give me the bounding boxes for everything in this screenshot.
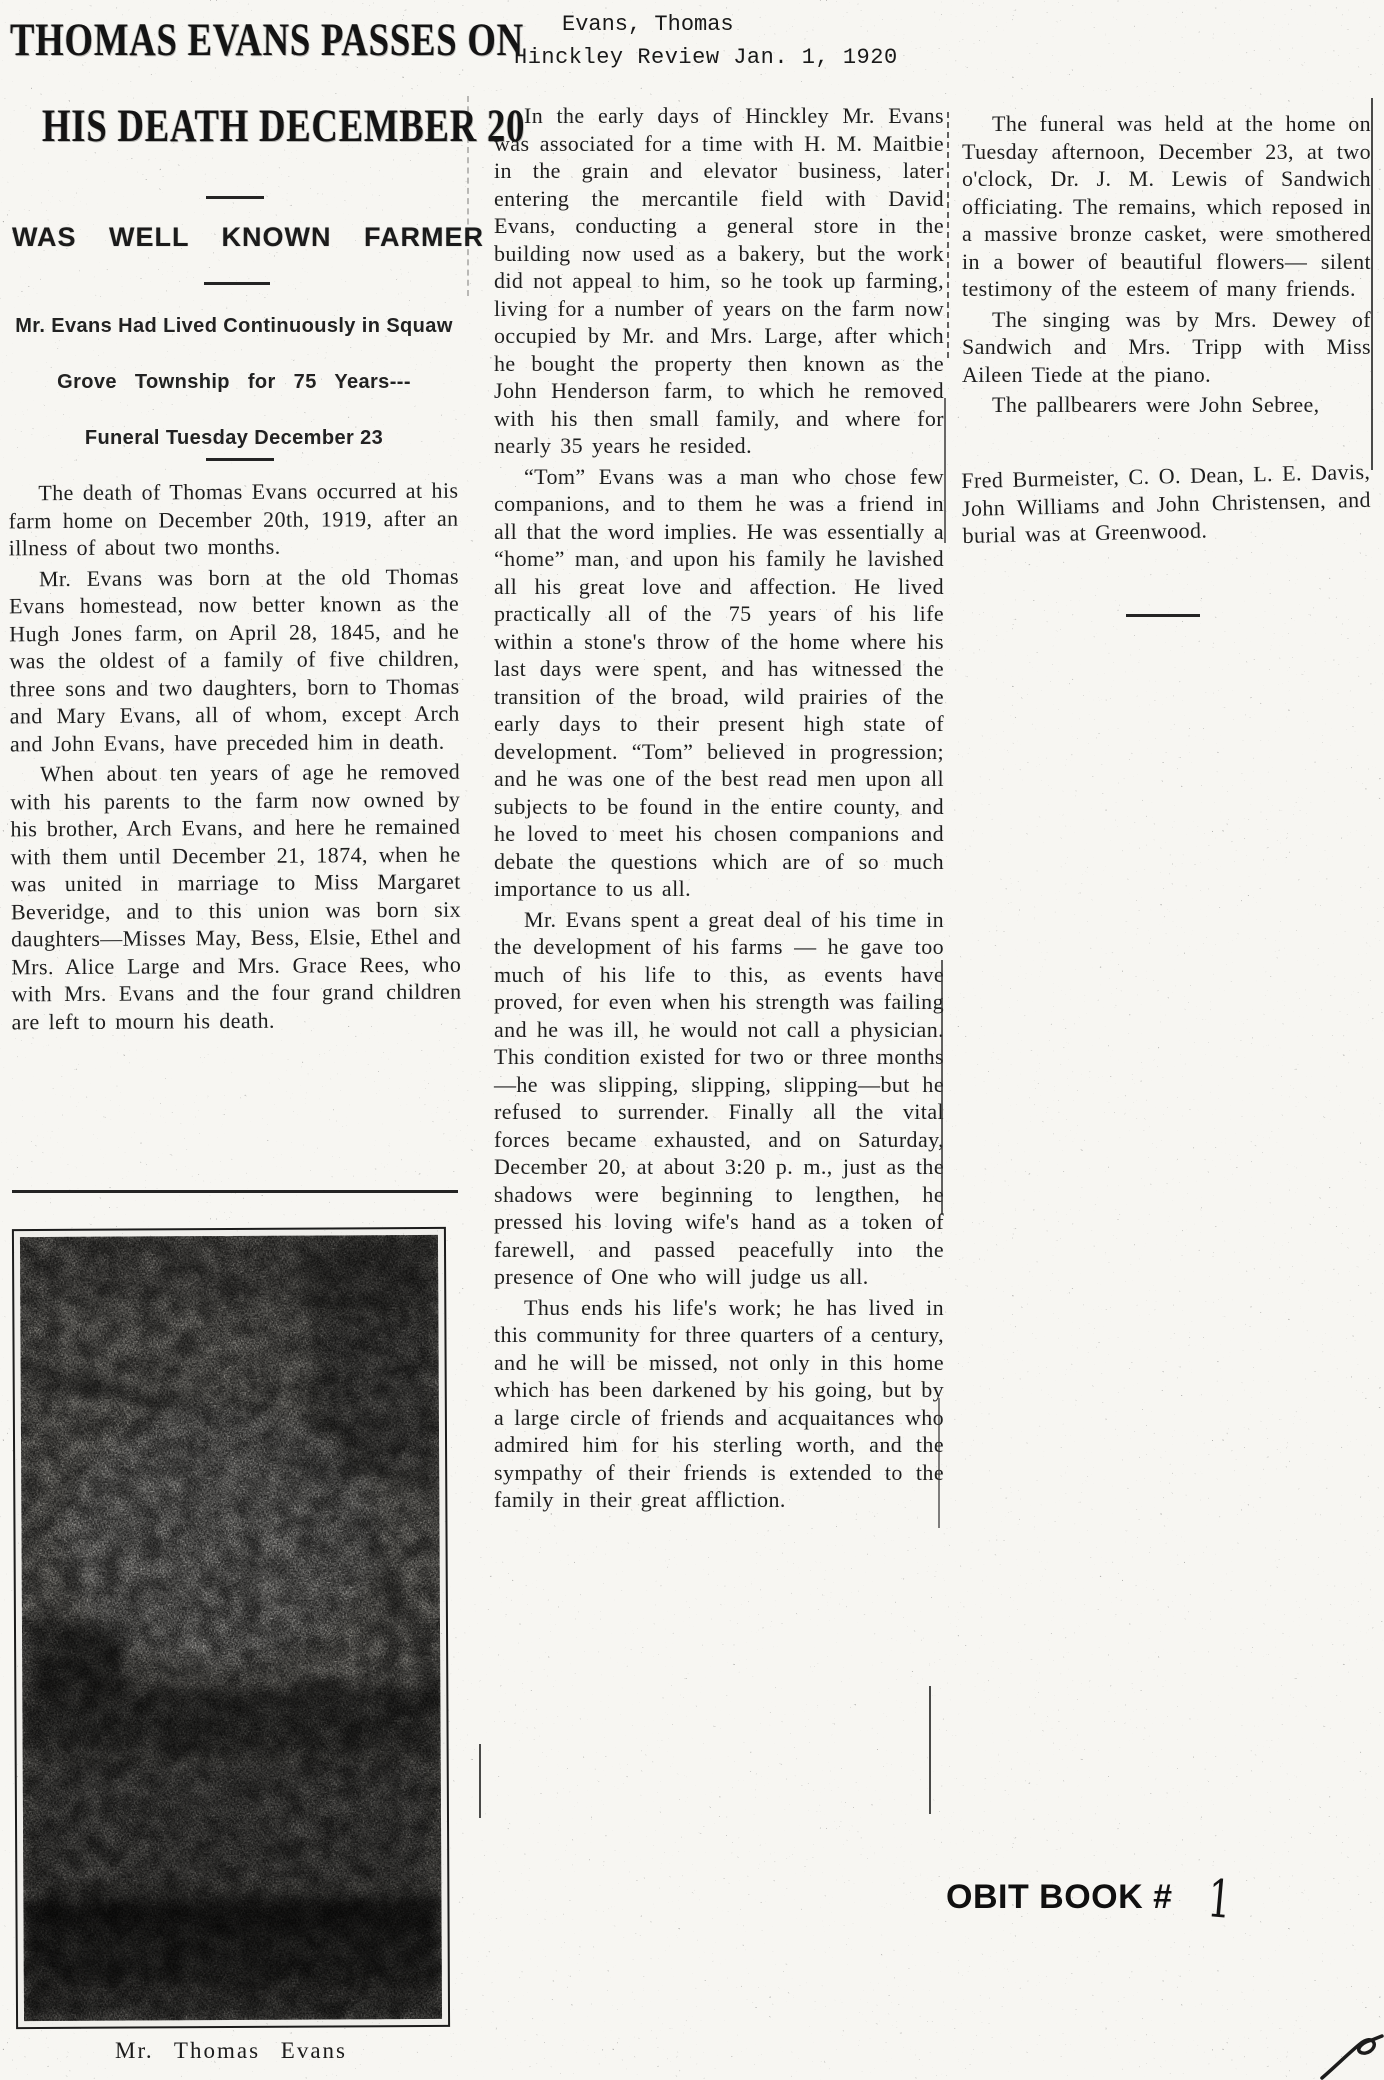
photo-halftone-texture: [20, 1235, 442, 2021]
photo-caption: Mr. Thomas Evans: [115, 2038, 347, 2063]
obituary-paragraph: Thus ends his life's work; he has lived in this community for three quarters of a century, and he will be missed, not only in this home which has been darkened by his going, but by a large circle of friends and acquaitances who admired him for his sterling worth, and the sympathy of their friends is extended to the family in their great affliction.: [494, 1294, 944, 1512]
obit-book-stamp-label: OBIT BOOK #: [946, 1878, 1173, 1916]
divider-rule: [206, 196, 264, 199]
column-divider-line: [938, 1398, 940, 1528]
section-rule: [12, 1190, 458, 1193]
column-divider-line: [929, 1686, 931, 1814]
column-divider-line: [944, 398, 946, 543]
obituary-paragraph: Mr. Evans spent a great deal of his time in the development of his farms — he gave too much of his life to this, as events have proved, for even when his strength was failing and he was ill, he would not call a physician. This condition existed for two or three months—he was slipping, slipping, slipping—but he refused to surrender. Finally all the vital forces became exhausted, and on Saturday, December 20, at about 3:20 p. m., just as the shadows were beginning to lengthen, he pressed his loving wife's hand as a token of farewell, and passed peacefully into the presence of One who will judge us all.: [494, 906, 944, 1289]
divider-rule: [206, 458, 274, 461]
catalog-entry-source: Hinckley Review Jan. 1, 1920: [514, 45, 898, 70]
column-divider-line: [941, 960, 943, 1215]
deck-line: Mr. Evans Had Lived Continuously in Squaw: [15, 315, 453, 337]
obituary-paragraph: Mr. Evans was born at the old Thomas Evans homestead, now better known as the Hugh Jones farm, on April 28, 1845, and he was the oldest of a family of five children, three sons and two daughters, born to Thomas and Mary Evans, all of whom, except Arch and John Evans, have preceded him in death.: [8, 563, 460, 756]
column-divider-line: [1371, 98, 1373, 470]
deck-line: Grove Township for 75 Years---: [57, 371, 411, 393]
obit-book-number-handwritten: 1: [1204, 1869, 1234, 1931]
pen-mark: [1316, 2034, 1384, 2080]
obit-book-stamp: [946, 1869, 1236, 1931]
headline-line-2: HIS DEATH DECEMBER 20: [42, 100, 526, 152]
obituary-paragraph: The death of Thomas Evans occurred at his farm home on December 20th, 1919, after an illness of about two months.: [8, 477, 459, 561]
archive-header: [494, 8, 944, 74]
left-column-body: [8, 477, 461, 1039]
headline-block: [10, 14, 526, 152]
obituary-paragraph: The funeral was held at the home on Tuesday afternoon, December 23, at two o'clock, Dr. J. M. Lewis of Sandwich officiating. The remains, which reposed in a massive bronze casket, were smothered in a bower of beautiful flowers— silent testimony of the esteem of many friends.: [962, 111, 1371, 301]
obituary-paragraph: When about ten years of age he removed with his parents to the farm now owned by his brother, Arch Evans, and here he remained with them until December 21, 1874, when he was united in marriage to Miss Margaret Beveridge, and to this union was born six daughters—Misses May, Bess, Elsie, Ethel and Mrs. Alice Large and Mrs. Grace Rees, who with Mrs. Evans and the four grand children are left to mourn his death.: [10, 758, 462, 1034]
obituary-paragraph: In the early days of Hinckley Mr. Evans was associated for a time with H. M. Maitbie in the grain and elevator business, later entering the mercantile field with David Evans, conducting a general store in the building now used as a bakery, but the work did not appeal to him, so he took up farming, living for a number of years on the farm now occupied by Mr. and Mrs. Large, after which he bought the property then known as the John Henderson farm, to which he removed with his then small family, and where for nearly 35 years he resided.: [494, 103, 944, 458]
column-divider-line: [479, 1744, 481, 1818]
deck-block: [8, 298, 460, 466]
deck-line: Funeral Tuesday December 23: [84, 427, 384, 449]
headline-line-1: THOMAS EVANS PASSES ON: [10, 14, 524, 66]
column-divider-line: [947, 112, 949, 358]
obituary-paragraph: The pallbearers were John Sebree,: [992, 392, 1320, 417]
divider-rule: [204, 282, 270, 285]
obituary-paragraph: The singing was by Mrs. Dewey of Sandwich and Mrs. Tripp with Miss Aileen Tiede at the piano.: [962, 306, 1371, 387]
right-column-body: [962, 110, 1371, 552]
obituary-paragraph: “Tom” Evans was a man who chose few companions, and to them he was a friend in all that the word implies. He was essentially a “home” man, and upon his family he lavished all his great love and affection. He lived practically all of the 75 years of his life within a stone's throw of the home where his last days were spent, and has witnessed the transition of the broad, wild prairies of the early days to their present high state of development. “Tom” believed in progression; and he was one of the best read men upon all subjects to be found in the entire county, and he loved to meet his chosen companions and debate the questions which are of so much importance to us all.: [494, 463, 944, 901]
end-rule: [1126, 614, 1200, 617]
catalog-entry-name: Evans, Thomas: [562, 12, 734, 37]
column-divider-line: [467, 96, 469, 296]
subheadline: WAS WELL KNOWN FARMER: [12, 222, 484, 252]
obituary-paragraph: Fred Burmeister, C. O. Dean, L. E. Davis, John Williams and John Christensen, and burial was at Greenwood.: [961, 458, 1372, 548]
middle-column-body: [494, 102, 944, 1517]
portrait-photo: [12, 1227, 450, 2029]
